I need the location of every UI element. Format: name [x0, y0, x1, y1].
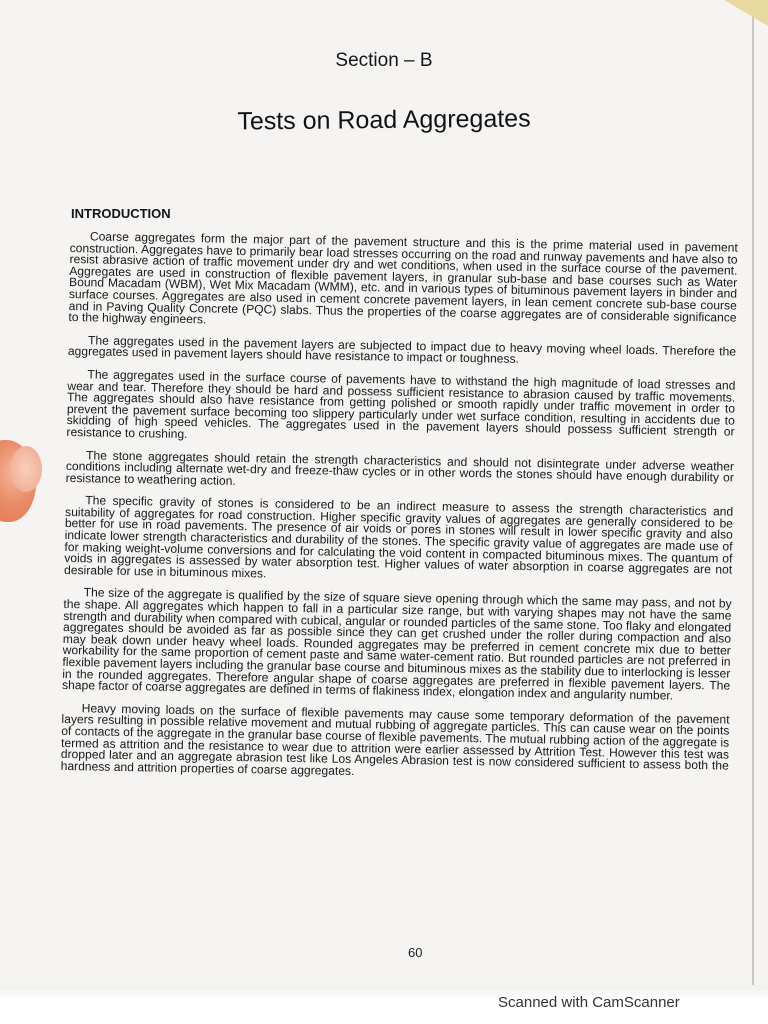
- paragraph: The stone aggregates should retain the strength characteristics and should not disintegrate under adverse weather conditions including alternate wet-dry and freeze-thaw cycles or in other words the stones should have enough durability or resistance to weathering action.: [65, 447, 735, 488]
- page-corner: [724, 0, 768, 26]
- page-edge: [752, 0, 754, 1000]
- body-text: [60, 231, 738, 795]
- paragraph: The size of the aggregate is qualified by the size of square sieve opening through which the same may pass, and not by the shape. All aggregates which happen to fall in a particular size range, but with varying shapes may not have the same strength and durability when compared with cubical, angular or rounded particles of the same stone. Too flaky and elongated aggregates should be avoided as far as possible since they can get crushed under the roller during compaction and also may beak down under heavy wheel loads. Rounded aggregates may be preferred in cement concrete mix due to better workability for the same proportion of cement paste and same water-cement ratio. But rounded particles are not preferred in flexible pavement layers including the granular base course and bituminous mixes as the stability due to interlocking is lesser in the rounded aggregates. Therefore angular shape of coarse aggregates are preferred in flexible pavement layers. The shape factor of coarse aggregates are defined in terms of flakiness index, elongation index and angularity number.: [61, 585, 732, 703]
- scanner-watermark: Scanned with CamScanner: [498, 994, 680, 1011]
- page-title: Tests on Road Aggregates: [237, 104, 531, 136]
- section-label: Section – B: [335, 50, 433, 71]
- thumb-nail: [10, 446, 42, 492]
- page-number: 60: [408, 945, 423, 960]
- paragraph: The aggregates used in the pavement layers are subjected to impact due to heavy moving wheel loads. Therefore the aggregates used in pavement layers should have resistance to impact or toughness.: [67, 333, 737, 367]
- paragraph: The specific gravity of stones is considered to be an indirect measure to assess the strength characteristics and suitability of aggregates for road construction. Higher specific gravity values of aggregates are generally considered to be better for use in road pavements. The presence of air voids or pores in stones will result in lower specific gravity and also indicate lower strength characteristics and durability of the stones. The specific gravity value of aggregates are made use of for making weight-volume conversions and for calculating the void content in compacted bituminous mixes. The quantum of voids in aggregates is assessed by water absorption test. Higher values of water absorption in coarse aggregates are not desirable for use in bituminous mixes.: [63, 493, 734, 581]
- paragraph: Coarse aggregates form the major part of the pavement structure and this is the prime material used in pavement construction. Aggregates have to primarily bear load stresses occurring on the road and runway pavements and have also to resist abrasive action of traffic movement under dry and wet conditions, when used in the surface course of the pavement. Aggregates are used in construction of flexible pavement layers, in granular sub-base and base courses such as Water Bound Macadam (WBM), Wet Mix Macadam (WMM), etc. and in various types of bituminous pavement layers in binder and surface courses. Aggregates are also used in cement concrete pavement layers, in lean cement concrete sub-base course and in Paving Quality Concrete (PQC) slabs. Thus the properties of the coarse aggregates are of considerable significance to the highway engineers.: [68, 229, 738, 327]
- introduction-heading: INTRODUCTION: [71, 206, 171, 221]
- paragraph: Heavy moving loads on the surface of flexible pavements may cause some temporary deformation of the pavement layers resulting in possible relative movement and mutual rubbing of aggregate particles. This can cause wear on the points of contacts of the aggregate in the granular base course of flexible pavements. The mutual rubbing action of the aggregate is termed as attrition and the resistance to wear due to attrition were earlier assessed by Attrition Test. However this test was dropped later and an aggregate abrasion test like Los Angeles Abrasion test is now considered sufficient to assess both the hardness and attrition properties of coarse aggregates.: [60, 701, 730, 778]
- paragraph: The aggregates used in the surface course of pavements have to withstand the high magnitude of load stresses and wear and tear. Therefore they should be hard and possess sufficient resistance to abrasion caused by traffic movements. The aggregates should also have resistance from getting polished or smooth rapidly under traffic movement in order to prevent the pavement surface becoming too slippery particularly under wet surface condition, resulting in accidents due to skidding of high speed vehicles. The aggregates used in the pavement layers should possess sufficient strength or resistance to crushing.: [66, 367, 736, 441]
